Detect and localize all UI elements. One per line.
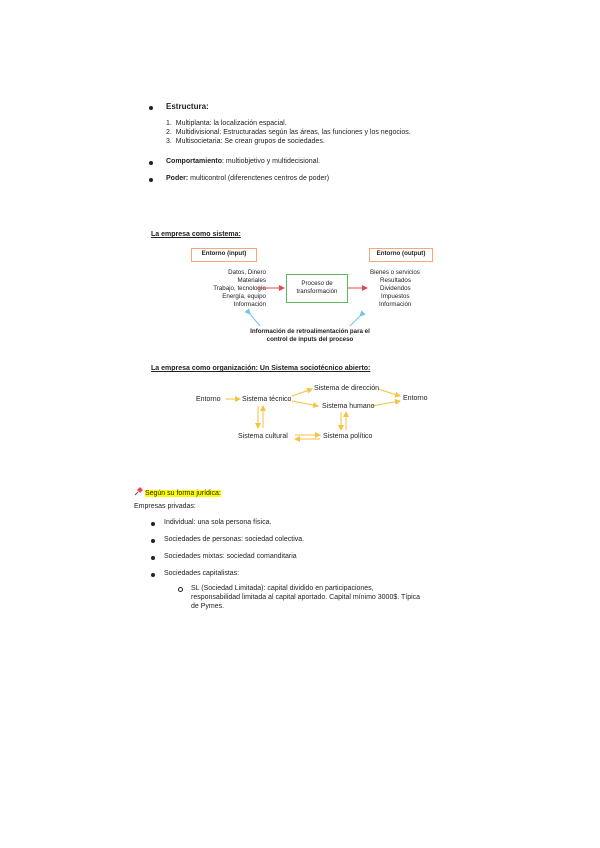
list-item-text: Multidivisional: Estructuradas según las áreas, las funciones y los negocios. — [175, 129, 411, 136]
sub-item-line: responsabilidad limitada al capital aportado. Capital mínimo 3000$. Típica — [191, 594, 421, 601]
feedback-arrow-left — [250, 314, 260, 326]
juridica-item — [164, 535, 304, 544]
input-label: Entorno (input) — [201, 250, 247, 257]
node-sistema-direccion: Sistema de dirección — [314, 385, 379, 392]
estructura-label: Estructura: — [166, 102, 209, 111]
juridica-item-label: Sociedades capitalistas: — [164, 570, 240, 577]
process-label-line: Proceso de — [301, 280, 333, 287]
feedback-line: control de inputs del proceso — [266, 336, 354, 343]
feedback-arrow-right — [350, 316, 360, 326]
juridica-item — [164, 569, 239, 578]
bullet — [151, 539, 155, 543]
output-item: Bienes o servicios — [370, 269, 420, 276]
arrow-direccion-entorno — [378, 389, 400, 396]
node-sistema-tecnico: Sistema técnico — [242, 396, 292, 403]
node-sistema-humano: Sistema humano — [322, 403, 375, 410]
output-item: Resultados — [380, 277, 411, 284]
input-item: Trabajo, tecnología — [213, 285, 266, 292]
juridica-item-text: : una sola persona física. — [193, 519, 272, 526]
list-item: 2. Multidivisional: Estructuradas según las áreas, las funciones y los negocios. — [166, 129, 411, 136]
list-item-text: Multiplanta: la localización espacial. — [175, 120, 287, 127]
input-item: Datos, Dinero — [228, 269, 266, 276]
juridica-item — [164, 518, 271, 527]
output-item: Información — [379, 301, 412, 308]
input-item: Materiales — [237, 277, 266, 284]
input-item: Energía, equipo — [222, 293, 266, 300]
juridica-item-label: Sociedades mixtas: — [164, 553, 225, 560]
node-sistema-cultural: Sistema cultural — [238, 433, 288, 440]
sub-item-line: de Pymes. — [191, 603, 225, 610]
bullet — [151, 573, 155, 577]
node-entorno-left: Entorno — [196, 396, 221, 403]
output-label: Entorno (output) — [376, 250, 426, 257]
arrow-tecnico-humano — [292, 401, 318, 406]
privadas-label: Empresas privadas: — [134, 503, 196, 510]
output-item: Impuestos — [381, 293, 410, 300]
output-item: Dividendos — [380, 285, 411, 292]
juridica-heading-text: Según su forma jurídica: — [144, 490, 221, 497]
juridica-heading — [134, 487, 221, 498]
bullet — [151, 522, 155, 526]
node-sistema-politico: Sistema político — [323, 433, 373, 440]
node-entorno-right: Entorno — [403, 395, 428, 402]
poder-label: Poder: — [166, 175, 189, 182]
arrow-tecnico-direccion — [292, 389, 312, 396]
comportamiento-label: Comportamiento — [166, 158, 222, 165]
list-item-text: Multisocietaria: Se crean grupos de sociedades. — [175, 138, 325, 145]
sistema-title: La empresa como sistema: — [151, 231, 241, 238]
comportamiento-text: : multiobjetivo y multidecisional. — [222, 158, 321, 165]
sub-bullet — [178, 587, 183, 592]
juridica-item-label: Individual — [164, 519, 194, 526]
pin-icon — [134, 487, 143, 496]
juridica-item-label: Sociedades de personas: — [164, 536, 243, 543]
organizacion-title: La empresa como organización: Un Sistema sociotécnico abierto: — [151, 365, 371, 372]
list-item: 1. Multiplanta: la localización espacial. — [166, 120, 287, 127]
juridica-item-text: sociedad comanditaria — [224, 553, 297, 560]
bullet — [151, 556, 155, 560]
arrow-humano-entorno — [372, 401, 400, 406]
input-item: Información — [233, 301, 266, 308]
sub-item-line: SL (Sociedad Limitada): capital dividido en participaciones, — [191, 585, 374, 592]
feedback-line: Información de retroalimentación para el — [250, 328, 370, 335]
juridica-item — [164, 552, 297, 561]
poder-text: multicontrol (diferenctenes centros de poder) — [188, 175, 330, 182]
juridica-item-text: sociedad colectiva. — [243, 536, 305, 543]
sub-item — [191, 584, 491, 611]
process-label-line: transformación — [296, 288, 338, 295]
list-item: 3. Multisocietaria: Se crean grupos de sociedades. — [166, 138, 325, 145]
